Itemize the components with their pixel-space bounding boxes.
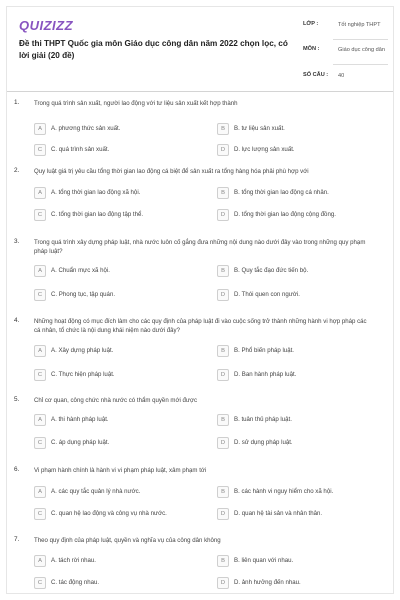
option-text: C. tác động nhau. — [51, 579, 100, 586]
option-b[interactable] — [217, 345, 377, 357]
meta-count-value: 40 — [338, 73, 345, 79]
option-text: A. Chuẩn mực xã hội. — [51, 267, 110, 274]
option-letter-box: D — [217, 437, 229, 449]
option-c[interactable] — [34, 437, 194, 449]
option-text: C. Phong tục, tập quán. — [51, 291, 116, 298]
option-a[interactable] — [34, 265, 194, 277]
question-number: 5. — [14, 396, 20, 403]
meta-divider — [333, 39, 388, 40]
option-text: D. Ban hành pháp luật. — [234, 371, 297, 378]
option-letter-box: C — [34, 209, 46, 221]
meta-grade-value: Tốt nghiệp THPT — [338, 22, 381, 28]
option-a[interactable] — [34, 486, 194, 498]
question-text: Trong quá trình xây dựng pháp luật, nhà nước luôn cố gắng đưa những nội dung nào dưới đây vào trong những quy phạm pháp luật? — [34, 239, 366, 256]
option-b[interactable] — [217, 123, 377, 135]
option-d[interactable] — [217, 209, 377, 221]
question-text: Trong quá trình sản xuất, người lao động với tư liệu sản xuất kết hợp thành — [34, 100, 238, 107]
option-c[interactable] — [34, 289, 194, 301]
option-text: D. ảnh hưởng đến nhau. — [234, 579, 301, 586]
option-letter-box: B — [217, 265, 229, 277]
option-letter-box: D — [217, 369, 229, 381]
option-b[interactable] — [217, 486, 377, 498]
meta-count-label: SỐ CÂU : — [303, 72, 329, 78]
option-text: B. các hành vi nguy hiểm cho xã hội. — [234, 488, 334, 495]
option-d[interactable] — [217, 577, 377, 589]
option-b[interactable] — [217, 187, 377, 199]
option-text: A. phương thức sản xuất. — [51, 125, 121, 132]
option-d[interactable] — [217, 437, 377, 449]
option-b[interactable] — [217, 555, 377, 567]
option-letter-box: B — [217, 414, 229, 426]
option-c[interactable] — [34, 369, 194, 381]
option-b[interactable] — [217, 265, 377, 277]
option-letter-box: D — [217, 289, 229, 301]
option-c[interactable] — [34, 144, 194, 156]
option-text: C. quá trình sản xuất. — [51, 146, 110, 153]
question-number: 2. — [14, 167, 20, 174]
option-d[interactable] — [217, 144, 377, 156]
option-letter-box: C — [34, 577, 46, 589]
question-text: Theo quy định của pháp luật, quyền và nghĩa vụ của công dân không — [34, 537, 221, 544]
option-text: B. tư liệu sản xuất. — [234, 125, 285, 132]
option-c[interactable] — [34, 508, 194, 520]
option-text: C. tổng thời gian lao động tập thể. — [51, 211, 144, 218]
option-text: A. các quy tắc quản lý nhà nước. — [51, 488, 141, 495]
option-letter-box: C — [34, 289, 46, 301]
worksheet-title: Đề thi THPT Quốc gia môn Giáo dục công dân năm 2022 chọn lọc, có lời giải (20 đề) — [19, 39, 288, 60]
option-text: A. tổng thời gian lao động xã hội. — [51, 189, 141, 196]
option-text: B. tổng thời gian lao động cá nhân. — [234, 189, 329, 196]
question-text: Những hoạt động có mục đích làm cho các quy định của pháp luật đi vào cuộc sống trở thành những hành vi hợp pháp các cá nhân, tổ chức là nội dung khái niệm nào dưới đây? — [34, 318, 367, 335]
option-letter-box: D — [217, 144, 229, 156]
option-a[interactable] — [34, 345, 194, 357]
meta-subject-value: Giáo dục công dân — [338, 47, 385, 53]
question-number: 1. — [14, 99, 20, 106]
option-text: D. tổng thời gian lao động cộng đồng. — [234, 211, 336, 218]
option-letter-box: B — [217, 555, 229, 567]
option-letter-box: A — [34, 345, 46, 357]
option-c[interactable] — [34, 577, 194, 589]
option-letter-box: B — [217, 345, 229, 357]
option-text: D. lực lượng sản xuất. — [234, 146, 295, 153]
option-a[interactable] — [34, 187, 194, 199]
option-text: C. quan hệ lao động và công vụ nhà nước. — [51, 510, 167, 517]
option-a[interactable] — [34, 414, 194, 426]
option-d[interactable] — [217, 289, 377, 301]
option-text: D. quan hệ tài sản và nhân thân. — [234, 510, 323, 517]
option-b[interactable] — [217, 414, 377, 426]
option-d[interactable] — [217, 369, 377, 381]
option-letter-box: C — [34, 508, 46, 520]
option-d[interactable] — [217, 508, 377, 520]
option-text: A. tách rời nhau. — [51, 557, 96, 564]
option-letter-box: B — [217, 187, 229, 199]
question-number: 3. — [14, 238, 20, 245]
option-text: D. sử dụng pháp luật. — [234, 439, 293, 446]
question-number: 6. — [14, 466, 20, 473]
option-letter-box: C — [34, 437, 46, 449]
option-letter-box: D — [217, 577, 229, 589]
header-divider — [7, 91, 393, 92]
question-number: 4. — [14, 317, 20, 324]
option-letter-box: A — [34, 486, 46, 498]
option-letter-box: D — [217, 209, 229, 221]
option-letter-box: A — [34, 555, 46, 567]
question-text: Vi phạm hành chính là hành vi vi phạm pháp luật, xâm phạm tới — [34, 467, 207, 474]
option-text: A. Xây dựng pháp luật. — [51, 347, 114, 354]
option-letter-box: A — [34, 414, 46, 426]
worksheet-page — [6, 6, 394, 594]
option-letter-box: A — [34, 265, 46, 277]
option-text: D. Thói quen con người. — [234, 291, 300, 298]
meta-grade-label: LỚP : — [303, 21, 319, 27]
option-a[interactable] — [34, 555, 194, 567]
option-text: B. Quy tắc đạo đức tiến bộ. — [234, 267, 309, 274]
meta-divider — [333, 64, 388, 65]
option-a[interactable] — [34, 123, 194, 135]
option-text: C. áp dụng pháp luật. — [51, 439, 110, 446]
option-letter-box: D — [217, 508, 229, 520]
question-number: 7. — [14, 536, 20, 543]
question-text: Chỉ cơ quan, công chức nhà nước có thẩm quyền mới được — [34, 397, 198, 404]
option-letter-box: A — [34, 187, 46, 199]
meta-subject-label: MÔN : — [303, 46, 320, 52]
option-text: C. Thực hiện pháp luật. — [51, 371, 115, 378]
option-text: A. thi hành pháp luật. — [51, 416, 109, 423]
option-letter-box: A — [34, 123, 46, 135]
option-text: B. tuân thủ pháp luật. — [234, 416, 292, 423]
option-letter-box: B — [217, 123, 229, 135]
option-text: B. liên quan với nhau. — [234, 557, 294, 564]
option-letter-box: C — [34, 369, 46, 381]
option-letter-box: C — [34, 144, 46, 156]
option-c[interactable] — [34, 209, 194, 221]
option-letter-box: B — [217, 486, 229, 498]
quizizz-logo: QUIZIZZ — [19, 18, 74, 33]
option-text: B. Phổ biến pháp luật. — [234, 347, 294, 354]
question-text: Quy luật giá trị yêu cầu tổng thời gian lao động cá biệt để sản xuất ra tổng hàng hóa phải phù hợp với — [34, 168, 309, 175]
